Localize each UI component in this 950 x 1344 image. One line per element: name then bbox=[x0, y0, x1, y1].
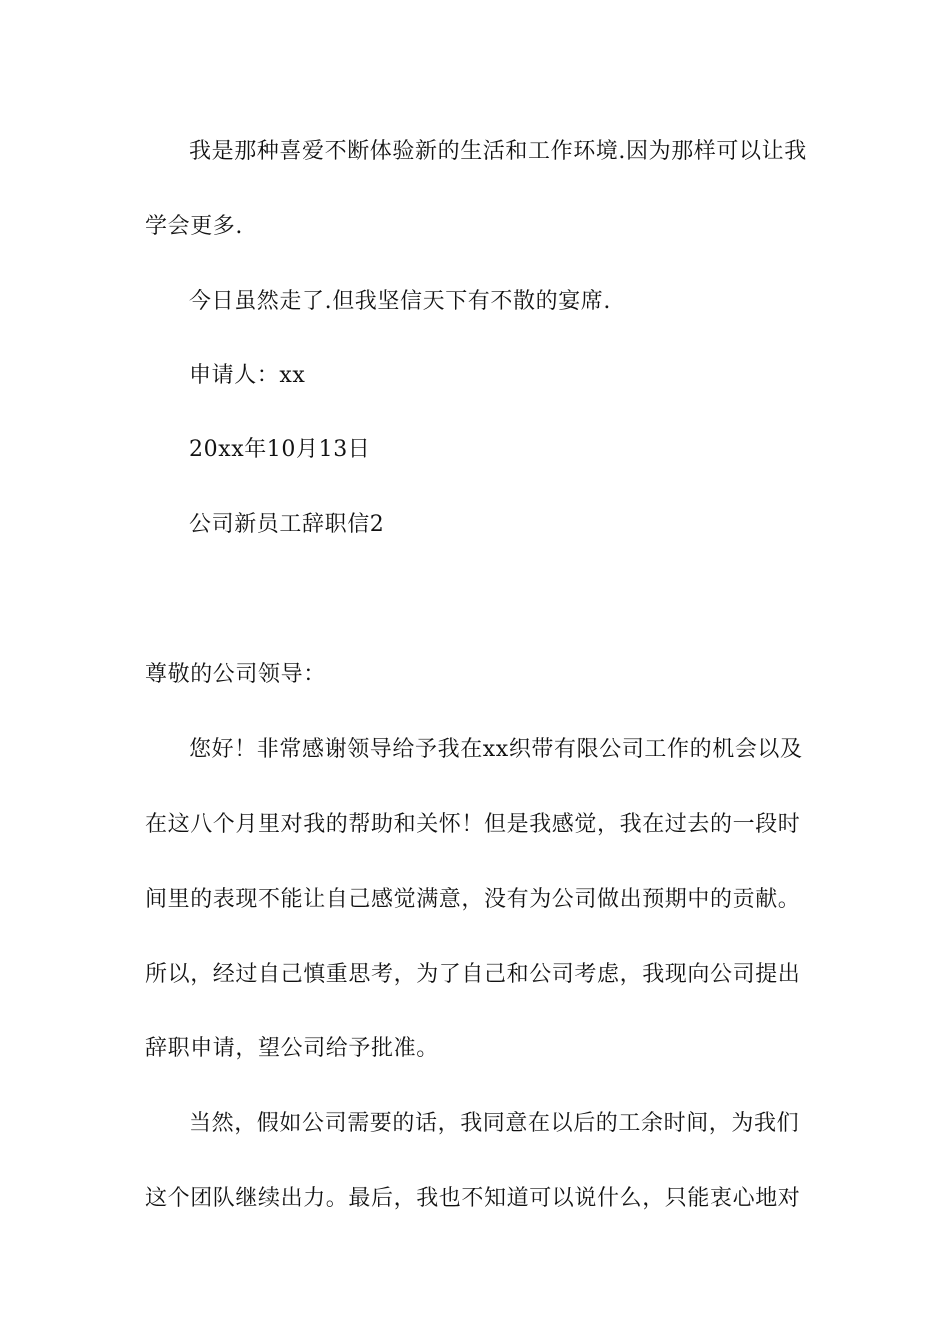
signature-line: 申请人：xx bbox=[189, 363, 306, 388]
paragraph-line: 间里的表现不能让自己感觉满意，没有为公司做出预期中的贡献。 bbox=[145, 887, 801, 912]
paragraph-line: 所以，经过自己慎重思考，为了自己和公司考虑，我现向公司提出 bbox=[145, 962, 801, 987]
paragraph-line: 我是那种喜爱不断体验新的生活和工作环境.因为那样可以让我 bbox=[189, 139, 807, 164]
paragraph-line: 学会更多. bbox=[145, 214, 243, 239]
salutation: 尊敬的公司领导： bbox=[145, 662, 326, 687]
paragraph-line: 您好！非常感谢领导给予我在xx织带有限公司工作的机会以及 bbox=[189, 737, 803, 762]
paragraph-line: 当然，假如公司需要的话，我同意在以后的工余时间，为我们 bbox=[189, 1111, 800, 1136]
paragraph-line: 这个团队继续出力。最后，我也不知道可以说什么，只能衷心地对 bbox=[145, 1186, 801, 1211]
paragraph-line: 辞职申请，望公司给予批准。 bbox=[145, 1036, 439, 1061]
paragraph-line: 在这八个月里对我的帮助和关怀！但是我感觉，我在过去的一段时 bbox=[145, 812, 801, 837]
paragraph-line: 今日虽然走了.但我坚信天下有不散的宴席. bbox=[189, 289, 611, 314]
section-title: 公司新员工辞职信2 bbox=[189, 512, 385, 537]
date-line: 20xx年10月13日 bbox=[189, 437, 371, 462]
